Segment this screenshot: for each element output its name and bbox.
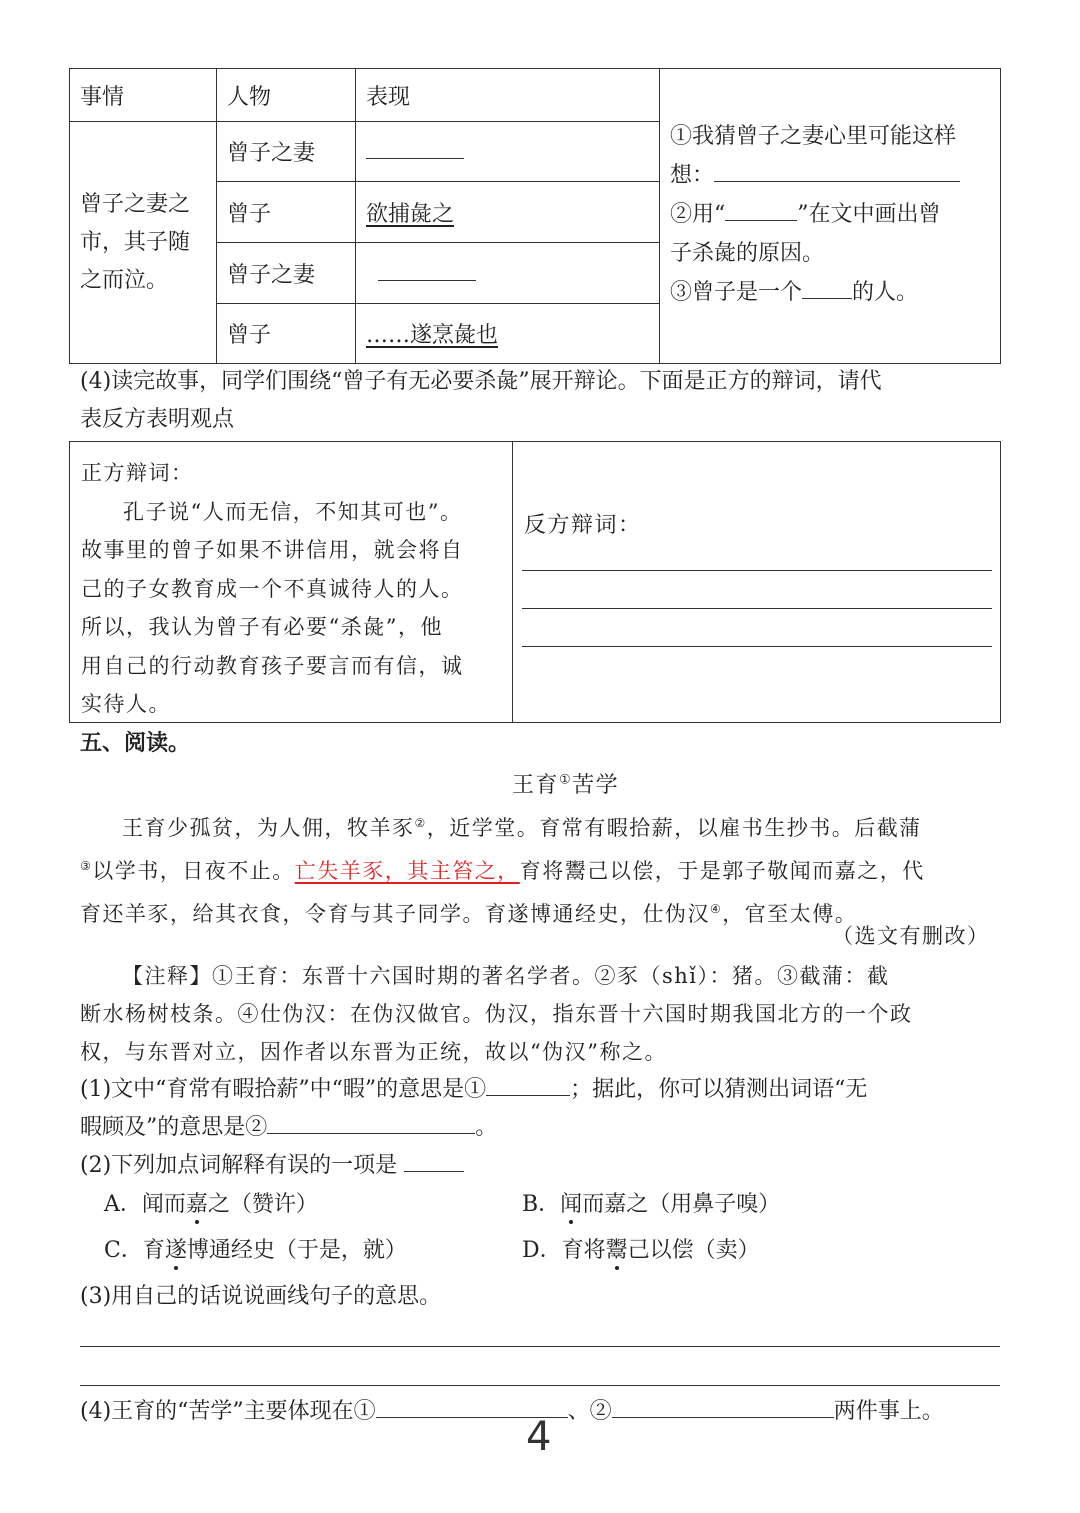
side-q3-line: ③曾子是一个 的人。 — [670, 280, 919, 305]
con-answer-line-1[interactable] — [522, 570, 992, 571]
header-event: 事情 — [70, 69, 217, 122]
source-note: （选文有删改） — [832, 924, 990, 948]
q2-blank[interactable] — [404, 1151, 464, 1172]
option-c[interactable]: C．育遂博通经史（于是，就） — [104, 1238, 407, 1263]
side-q2-blank[interactable] — [725, 200, 797, 221]
passage-title: 王育①苦学 — [512, 772, 620, 798]
row2-behavior: 欲捕彘之 — [356, 182, 660, 243]
row4-person: 曾子 — [217, 304, 356, 364]
q1-blank-2[interactable] — [267, 1113, 475, 1134]
story-analysis-table — [69, 68, 1001, 364]
side-q1-line1: ①我猜曾子之妻心里可能这样 — [670, 124, 957, 149]
option-a[interactable]: A．闻而嘉之（赞许） — [104, 1192, 318, 1217]
q3-answer-line-2[interactable] — [80, 1385, 1000, 1386]
question-2: (2)下列加点词解释有误的一项是 — [80, 1147, 464, 1185]
row1-blank[interactable] — [366, 138, 464, 159]
con-title: 反方辩词： — [524, 513, 642, 538]
section5-heading: 五、阅读。 — [80, 731, 191, 756]
pro-argument: 正方辩词： 孔子说“人而无信，不知其可也”。 故事里的曾子如果不讲信用，就会将自 己的子女教育成一个不真诚待人的人。 所以，我认为曾子有必要“杀彘”，他 用自己的行动教育孩子要言而有信，诚 实待人。 — [81, 454, 506, 724]
q4-intro: (4)读完故事，同学们围绕“曾子有无必要杀彘”展开辩论。下面是正方的辩词，请代 表反方表明观点 — [80, 369, 882, 432]
event-cell: 曾子之妻之 市，其子随 之而泣。 — [70, 122, 217, 364]
side-q3-blank[interactable] — [802, 278, 852, 299]
con-answer-line-3[interactable] — [522, 646, 992, 647]
underlined-red-sentence: 亡失羊豕，其主笞之， — [294, 859, 520, 883]
side-q2-line1: ②用“ ”在文中画出曾 — [670, 202, 941, 227]
question-4: (4)王育的“苦学”主要体现在① 、② 两件事上。 — [80, 1399, 944, 1424]
q4-blank-2[interactable] — [612, 1397, 834, 1418]
option-d[interactable]: D．育将鬻己以偿（卖） — [522, 1238, 760, 1263]
notes: 【注释】①王育：东晋十六国时期的著名学者。②豕（shǐ）：猪。③截蒲：截 断水杨树枝条。④仕伪汉：在伪汉做官。伪汉，指东晋十六国时期我国北方的一个政 权，与东晋对立，因作者以东晋为正统，故以“伪汉”称之。 — [80, 964, 913, 1064]
side-questions — [660, 69, 1001, 364]
q3-answer-line-1[interactable] — [80, 1346, 1000, 1347]
row3-blank[interactable] — [378, 260, 476, 281]
debate-table — [69, 441, 1001, 723]
side-q1-blank[interactable] — [714, 161, 960, 182]
row4-behavior: ……遂烹彘也 — [356, 304, 660, 364]
side-q1-line2: 想： — [670, 156, 990, 195]
page-number: 4 — [526, 1414, 552, 1460]
header-behavior: 表现 — [356, 69, 660, 122]
row3-behavior — [356, 243, 660, 304]
passage: 王育少孤贫，为人佣，牧羊豕②，近学堂。育常有暇拾薪，以雇书生抄书。后截蒲 ③以学书，日夜不止。亡失羊豕，其主笞之，育将鬻己以偿，于是郭子敬闻而嘉之，代 育还羊豕，给其衣食，令育与其子同学。育遂博通经史，仕伪汉④，官至太傅。 — [80, 816, 925, 926]
side-q2-line2: 子杀彘的原因。 — [670, 241, 825, 266]
row3-person: 曾子之妻 — [217, 243, 356, 304]
con-answer-line-2[interactable] — [522, 608, 992, 609]
row1-person: 曾子之妻 — [217, 122, 356, 182]
row1-behavior — [356, 122, 660, 182]
question-3: (3)用自己的话说说画线句子的意思。 — [80, 1284, 442, 1309]
option-b[interactable]: B．闻而嘉之（用鼻子嗅） — [522, 1192, 781, 1217]
q1-blank-1[interactable] — [486, 1075, 570, 1096]
row2-person: 曾子 — [217, 182, 356, 243]
debate-divider — [512, 442, 513, 722]
pro-title: 正方辩词： — [81, 461, 194, 485]
header-person: 人物 — [217, 69, 356, 122]
question-1: (1)文中“育常有暇拾薪”中“暇”的意思是① ；据此，你可以猜测出词语“无 暇顾及”的意思是② 。 — [80, 1077, 868, 1140]
